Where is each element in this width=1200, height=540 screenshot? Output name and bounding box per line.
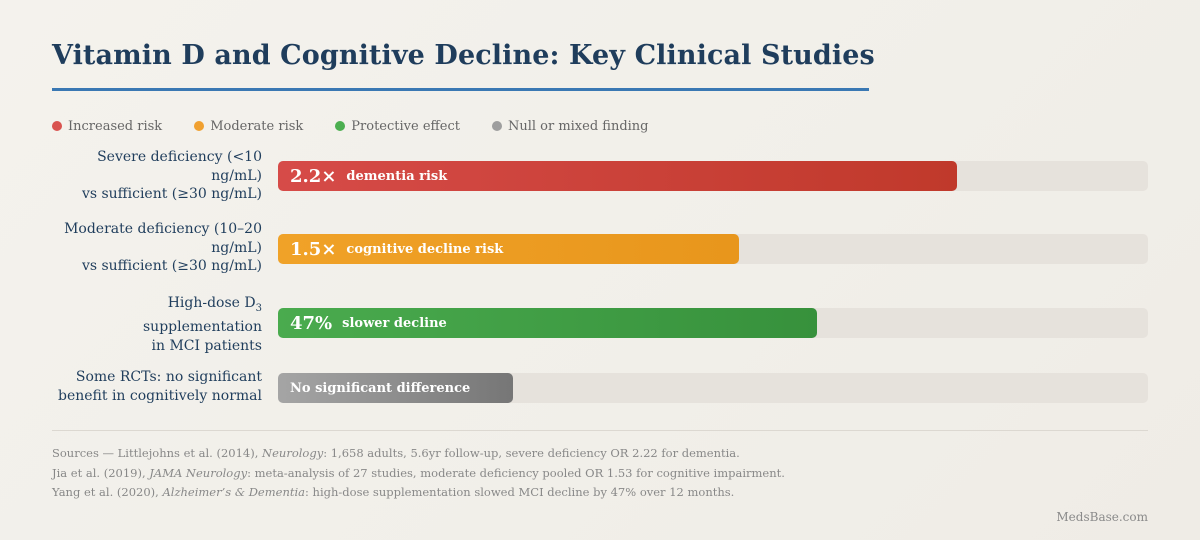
bar-high-dose-supplementation <box>278 308 817 338</box>
bar-value: 47% <box>290 312 333 334</box>
row-label-rcts-null <box>40 368 262 405</box>
bar-track-rcts-null <box>278 373 1148 403</box>
source-journal: Neurology <box>262 446 324 460</box>
source-journal: JAMA Neurology <box>149 465 248 480</box>
source-line-3 <box>52 483 1148 503</box>
bar-moderate-deficiency <box>278 234 739 264</box>
legend-dot-protective <box>335 121 345 131</box>
source-text: Jia et al. (2019), <box>52 465 150 480</box>
source-journal: Alzheimer’s & Dementia <box>162 485 306 499</box>
row-label-line: vs sufficient (≥30 ng/mL) <box>81 186 262 202</box>
row-label-line: benefit in cognitively normal <box>57 387 262 404</box>
row-label-line: vs sufficient (≥30 ng/mL) <box>81 258 262 274</box>
title-underline <box>52 88 869 91</box>
source-text: : high-dose supplementation slowed MCI decline by 47% over 12 months. <box>305 485 735 499</box>
legend-item-protective <box>335 119 460 134</box>
bar-description: slower decline <box>342 315 447 331</box>
legend-item-increased <box>52 119 162 134</box>
bar-value: 1.5× <box>290 238 337 260</box>
sources-block <box>52 444 1148 503</box>
row-label-line: ng/mL) <box>211 239 262 256</box>
row-label-line: in MCI patients <box>151 337 262 354</box>
legend-label: Protective effect <box>351 118 460 134</box>
row-label-severe-deficiency <box>40 148 262 204</box>
legend-dot-moderate <box>194 121 204 131</box>
source-text: : meta-analysis of 27 studies, moderate deficiency pooled OR 1.53 for cognitive impairment. <box>247 465 785 480</box>
row-label-line: supplementation <box>143 319 262 336</box>
row-label-line: High-dose $D_3$ <box>167 295 262 314</box>
bar-track-severe-deficiency <box>278 161 1148 191</box>
bar-track-moderate-deficiency <box>278 234 1148 264</box>
bar-rcts-null <box>278 373 513 403</box>
source-line-1 <box>52 444 1148 464</box>
row-label-line: Moderate deficiency (10–20 <box>64 221 262 237</box>
row-label-moderate-deficiency <box>40 220 262 276</box>
bar-track-high-dose-supplementation <box>278 308 1148 338</box>
legend-label: Null or mixed finding <box>507 118 649 134</box>
source-line-2 <box>52 464 1148 484</box>
bar-value: 2.2× <box>290 165 337 187</box>
bar-description: dementia risk <box>346 168 448 184</box>
row-label-line: Some RCTs: no significant <box>75 369 262 385</box>
page-title: Vitamin D and Cognitive Decline: Key Clinical Studies <box>52 40 875 71</box>
brand-watermark: MedsBase.com <box>1056 510 1148 524</box>
row-label-high-dose-supplementation <box>40 294 262 355</box>
bar-description: cognitive decline risk <box>346 241 504 257</box>
legend-label: Moderate risk <box>210 118 304 134</box>
sources-divider <box>52 430 1148 431</box>
source-text: Sources — Littlejohns et al. (2014), <box>52 446 263 460</box>
legend-dot-null <box>492 121 502 131</box>
row-label-line: ng/mL) <box>211 167 262 184</box>
source-text: Yang et al. (2020), <box>52 485 163 499</box>
legend-item-null <box>492 119 649 134</box>
legend-label: Increased risk <box>68 118 163 134</box>
legend-item-moderate <box>194 119 303 134</box>
source-text: : 1,658 adults, 5.6yr follow-up, severe deficiency OR 2.22 for dementia. <box>323 446 740 460</box>
bar-description: No significant difference <box>290 380 471 396</box>
bar-severe-deficiency <box>278 161 957 191</box>
row-label-line: Severe deficiency (<10 <box>97 149 262 165</box>
legend <box>52 118 681 134</box>
legend-dot-increased <box>52 121 62 131</box>
